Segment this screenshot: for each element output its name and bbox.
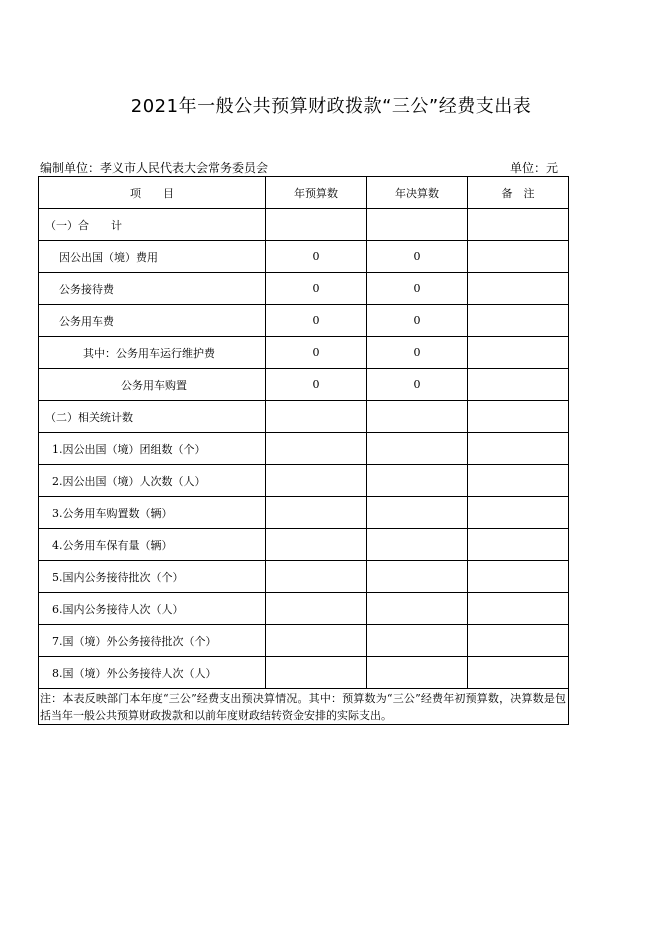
row-remark — [468, 209, 569, 241]
row-label: （二）相关统计数 — [39, 401, 266, 433]
row-final: 0 — [367, 369, 468, 401]
table-row — [39, 625, 569, 657]
row-label: 公务用车费 — [39, 305, 266, 337]
expense-table — [38, 176, 569, 725]
currency-unit: 单位：元 — [510, 161, 559, 175]
table-row — [39, 401, 569, 433]
row-label: 6.国内公务接待人次（人） — [39, 593, 266, 625]
table-row — [39, 497, 569, 529]
row-final: 0 — [367, 273, 468, 305]
table-row — [39, 433, 569, 465]
row-budget — [266, 209, 367, 241]
row-final — [367, 465, 468, 497]
table-row — [39, 465, 569, 497]
table-row — [39, 561, 569, 593]
row-remark — [468, 337, 569, 369]
compiling-unit: 编制单位：孝义市人民代表大会常务委员会 — [40, 161, 269, 175]
row-final — [367, 401, 468, 433]
table-row — [39, 337, 569, 369]
row-remark — [468, 561, 569, 593]
table-row — [39, 241, 569, 273]
row-remark — [468, 273, 569, 305]
table-row — [39, 273, 569, 305]
row-label: 其中：公务用车运行维护费 — [39, 337, 266, 369]
row-budget: 0 — [266, 305, 367, 337]
row-remark — [468, 433, 569, 465]
row-budget — [266, 625, 367, 657]
header-final: 年决算数 — [367, 177, 468, 209]
row-budget — [266, 465, 367, 497]
row-remark — [468, 369, 569, 401]
table-row — [39, 305, 569, 337]
row-budget — [266, 497, 367, 529]
table-row — [39, 657, 569, 689]
row-final — [367, 529, 468, 561]
row-label: 2.因公出国（境）人次数（人） — [39, 465, 266, 497]
row-remark — [468, 593, 569, 625]
table-row — [39, 529, 569, 561]
row-final — [367, 625, 468, 657]
table-row — [39, 593, 569, 625]
row-final — [367, 657, 468, 689]
row-remark — [468, 465, 569, 497]
row-remark — [468, 657, 569, 689]
row-final: 0 — [367, 337, 468, 369]
row-budget — [266, 401, 367, 433]
row-remark — [468, 241, 569, 273]
row-label: 5.国内公务接待批次（个） — [39, 561, 266, 593]
row-budget — [266, 657, 367, 689]
header-remark: 备 注 — [468, 177, 569, 209]
row-budget: 0 — [266, 337, 367, 369]
row-remark — [468, 497, 569, 529]
row-final — [367, 209, 468, 241]
row-budget: 0 — [266, 273, 367, 305]
row-budget: 0 — [266, 369, 367, 401]
row-final: 0 — [367, 305, 468, 337]
row-budget — [266, 433, 367, 465]
table-header-row — [39, 177, 569, 209]
table-note: 注：本表反映部门本年度“三公”经费支出预决算情况。其中：预算数为“三公”经费年初预算数，决算数是包括当年一般公共预算财政拨款和以前年度财政结转资金安排的实际支出。 — [39, 689, 569, 725]
row-label: 公务接待费 — [39, 273, 266, 305]
row-final — [367, 593, 468, 625]
header-budget: 年预算数 — [266, 177, 367, 209]
row-budget — [266, 529, 367, 561]
row-remark — [468, 305, 569, 337]
row-remark — [468, 401, 569, 433]
row-final — [367, 433, 468, 465]
row-final — [367, 561, 468, 593]
table-row — [39, 209, 569, 241]
row-final — [367, 497, 468, 529]
row-label: 公务用车购置 — [39, 369, 266, 401]
row-label: 4.公务用车保有量（辆） — [39, 529, 266, 561]
table-row — [39, 369, 569, 401]
row-label: （一）合 计 — [39, 209, 266, 241]
row-label: 3.公务用车购置数（辆） — [39, 497, 266, 529]
row-remark — [468, 625, 569, 657]
row-label: 因公出国（境）费用 — [39, 241, 266, 273]
page-title: 2021年一般公共预算财政拨款“三公”经费支出表 — [130, 96, 532, 117]
row-budget — [266, 593, 367, 625]
row-budget — [266, 561, 367, 593]
row-budget: 0 — [266, 241, 367, 273]
row-remark — [468, 529, 569, 561]
row-final: 0 — [367, 241, 468, 273]
row-label: 7.国（境）外公务接待批次（个） — [39, 625, 266, 657]
header-item: 项 目 — [39, 177, 266, 209]
note-row — [39, 689, 569, 725]
row-label: 1.因公出国（境）团组数（个） — [39, 433, 266, 465]
row-label: 8.国（境）外公务接待人次（人） — [39, 657, 266, 689]
